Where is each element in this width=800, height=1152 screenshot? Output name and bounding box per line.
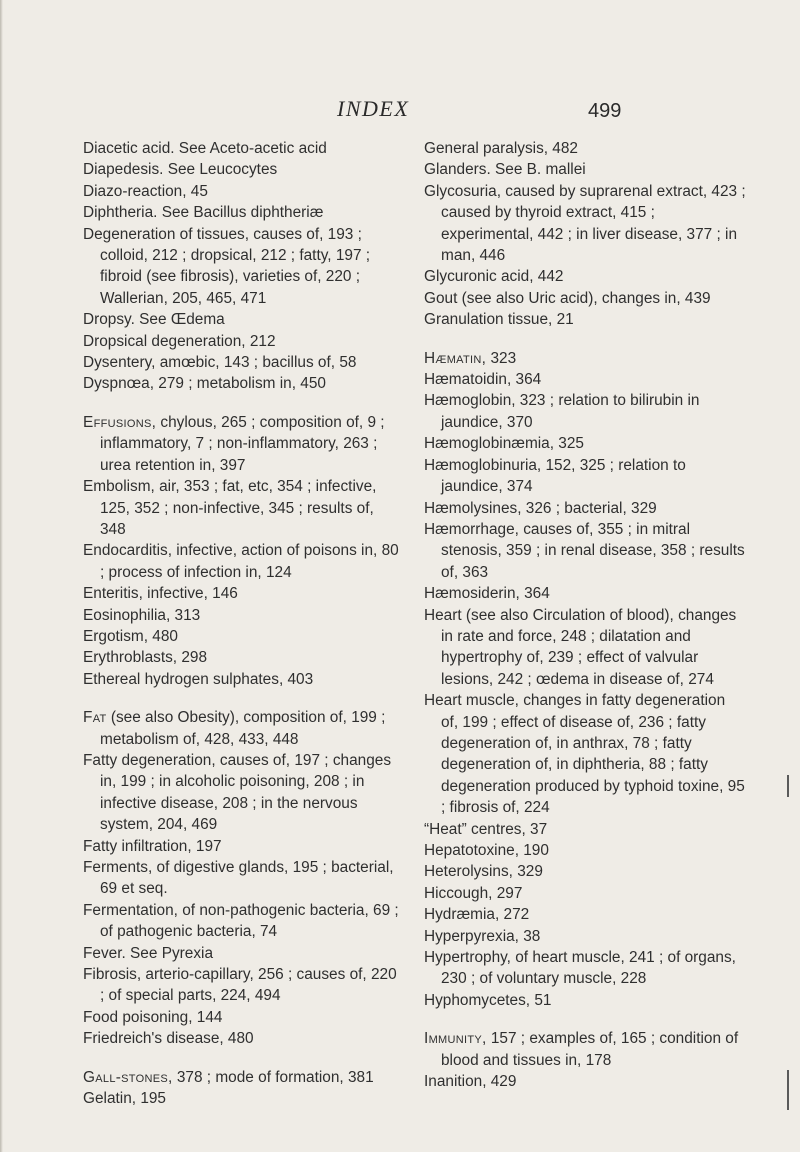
index-entry bbox=[83, 1088, 403, 1109]
entry-text: Hiccough, 297 bbox=[424, 884, 523, 902]
entry-text: Fever. See Pyrexia bbox=[83, 944, 214, 962]
index-column-right bbox=[424, 138, 746, 1092]
index-entry bbox=[424, 309, 746, 330]
entry-text: Dropsical degeneration, 212 bbox=[83, 332, 276, 350]
entry-text: General paralysis, 482 bbox=[424, 140, 578, 157]
index-entry bbox=[83, 352, 403, 373]
index-entry bbox=[83, 647, 403, 668]
index-entry bbox=[424, 926, 746, 947]
index-column-left bbox=[83, 138, 403, 1109]
entry-text: Hyphomycetes, 51 bbox=[424, 991, 552, 1009]
entry-text: Diphtheria. See Bacillus diphtheriæ bbox=[83, 204, 324, 222]
entry-text: Diazo-reaction, 45 bbox=[83, 182, 208, 200]
index-entry bbox=[424, 605, 746, 691]
index-entry bbox=[83, 540, 403, 583]
index-entry bbox=[424, 433, 746, 454]
entry-text: Degeneration of tissues, causes of, 193 ; colloid, 212 ; dropsical, 212 ; fatty, 197 ; fibroid (see fibrosis), varieties of, 220 ; Wallerian, 205, 465, 471 bbox=[83, 225, 371, 307]
index-entry bbox=[424, 288, 746, 309]
index-entry bbox=[424, 1028, 746, 1071]
index-entry bbox=[83, 373, 403, 394]
index-entry bbox=[424, 498, 746, 519]
entry-text: Glanders. See B. mallei bbox=[424, 161, 586, 179]
index-entry bbox=[83, 836, 403, 857]
index-entry bbox=[83, 707, 403, 750]
entry-text: Dyspnœa, 279 ; metabolism in, 450 bbox=[83, 375, 326, 393]
index-entry bbox=[424, 819, 746, 840]
index-entry bbox=[424, 159, 746, 180]
entry-text: Granulation tissue, 21 bbox=[424, 311, 574, 329]
margin-mark bbox=[787, 1070, 789, 1110]
letter-section-gap bbox=[83, 1050, 403, 1067]
entry-text: Hæmoglobinæmia, 325 bbox=[424, 435, 584, 453]
entry-text: (see also Obesity), composition of, 199 ; metabolism of, 428, 433, 448 bbox=[100, 709, 386, 748]
entry-text: Hepatotoxine, 190 bbox=[424, 842, 549, 859]
entry-text: Gout (see also Uric acid), changes in, 439 bbox=[424, 289, 711, 307]
entry-text: Glycosuria, caused by suprarenal extract, 423 ; caused by thyroid extract, 415 ; experimental, 442 ; in liver disease, 377 ; in man, 446 bbox=[424, 182, 746, 265]
entry-text: Endocarditis, infective, action of poisons in, 80 ; process of infection in, 124 bbox=[83, 542, 399, 581]
entry-text: Heterolysins, 329 bbox=[424, 863, 543, 881]
entry-text: Hyperpyrexia, 38 bbox=[424, 927, 541, 945]
index-entry bbox=[424, 369, 746, 390]
entry-text: Food poisoning, 144 bbox=[83, 1008, 223, 1026]
index-entry bbox=[83, 857, 403, 900]
letter-section-gap bbox=[83, 395, 403, 412]
index-entry bbox=[83, 943, 403, 964]
index-entry bbox=[424, 390, 746, 433]
entry-text: Diapedesis. See Leucocytes bbox=[83, 161, 278, 179]
index-entry bbox=[83, 583, 403, 604]
index-entry bbox=[424, 181, 746, 267]
index-entry bbox=[83, 964, 403, 1007]
index-entry bbox=[83, 202, 403, 223]
index-entry bbox=[83, 181, 403, 202]
index-entry bbox=[424, 348, 746, 369]
entry-text: Ethereal hydrogen sulphates, 403 bbox=[83, 670, 314, 688]
entry-text: Hæmatoidin, 364 bbox=[424, 371, 542, 389]
entry-text: Glycuronic acid, 442 bbox=[424, 268, 564, 286]
entry-text: Hydræmia, 272 bbox=[424, 906, 530, 924]
index-entry bbox=[83, 476, 403, 540]
entry-text: Hæmoglobinuria, 152, 325 ; relation to jaundice, 374 bbox=[424, 456, 686, 496]
index-entry bbox=[83, 224, 403, 310]
entry-text: Eosinophilia, 313 bbox=[83, 606, 201, 624]
index-entry bbox=[83, 626, 403, 647]
index-entry bbox=[424, 266, 746, 287]
letter-section-gap bbox=[424, 1011, 746, 1028]
index-entry bbox=[83, 1007, 403, 1028]
index-entry bbox=[83, 412, 403, 476]
index-entry bbox=[424, 455, 746, 498]
entry-text: Heart muscle, changes in fatty degeneration of, 199 ; effect of disease of, 236 ; fatty degeneration of, in anthrax, 78 ; fatty degeneration of, in diphtheria, 88 ; fatty degeneration produced by typhoid toxine, 95 ; fibrosis of, 224 bbox=[424, 692, 745, 817]
entry-text: Dysentery, amœbic, 143 ; bacillus of, 58 bbox=[83, 354, 357, 372]
index-entry bbox=[424, 690, 746, 818]
running-title: INDEX bbox=[337, 96, 410, 121]
letter-section-gap bbox=[424, 331, 746, 348]
index-entry bbox=[83, 669, 403, 690]
index-entry bbox=[424, 947, 746, 990]
index-entry bbox=[424, 883, 746, 904]
entry-lead-word: Gall-stones, bbox=[83, 1068, 173, 1086]
entry-text: Hypertrophy, of heart muscle, 241 ; of organs, 230 ; of voluntary muscle, 228 bbox=[424, 949, 736, 988]
entry-text: 157 ; examples of, 165 ; condition of blood and tissues in, 178 bbox=[441, 1030, 739, 1069]
entry-text: Erythroblasts, 298 bbox=[83, 649, 208, 667]
index-entry bbox=[424, 840, 746, 861]
entry-text: Hæmoglobin, 323 ; relation to bilirubin in jaundice, 370 bbox=[424, 392, 700, 431]
index-entry bbox=[424, 904, 746, 925]
entry-text: 323 bbox=[486, 349, 517, 367]
index-entry bbox=[83, 159, 403, 180]
letter-section-gap bbox=[83, 690, 403, 707]
index-entry bbox=[424, 861, 746, 882]
index-entry bbox=[424, 138, 746, 159]
entry-text: Embolism, air, 353 ; fat, etc, 354 ; infective, 125, 352 ; non-infective, 345 ; results of, 348 bbox=[83, 478, 377, 538]
entry-text: Dropsy. See Œdema bbox=[83, 311, 225, 329]
index-entry bbox=[83, 331, 403, 352]
entry-text: Fermentation, of non-pathogenic bacteria, 69 ; of pathogenic bacteria, 74 bbox=[83, 901, 399, 941]
entry-text: chylous, 265 ; composition of, 9 ; inflammatory, 7 ; non-inflammatory, 263 ; urea retention in, 397 bbox=[100, 413, 385, 474]
entry-text: Diacetic acid. See Aceto-acetic acid bbox=[83, 140, 327, 157]
entry-text: 378 ; mode of formation, 381 bbox=[172, 1068, 374, 1086]
entry-text: Ferments, of digestive glands, 195 ; bacterial, 69 et seq. bbox=[83, 859, 394, 898]
entry-lead-word: Effusions, bbox=[83, 413, 157, 431]
margin-mark bbox=[787, 775, 789, 797]
entry-text: Fatty degeneration, causes of, 197 ; changes in, 199 ; in alcoholic poisoning, 208 ; in infective disease, 208 ; in the nervous system, 204, 469 bbox=[83, 751, 392, 834]
index-entry bbox=[83, 900, 403, 943]
entry-text: Hæmosiderin, 364 bbox=[424, 585, 550, 603]
entry-lead-word: Fat bbox=[83, 709, 107, 727]
entry-text: Friedreich's disease, 480 bbox=[83, 1030, 254, 1048]
entry-text: Gelatin, 195 bbox=[83, 1090, 166, 1108]
entry-text: “Heat” centres, 37 bbox=[424, 820, 548, 838]
entry-text: Ergotism, 480 bbox=[83, 627, 178, 645]
index-entry bbox=[424, 583, 746, 604]
entry-text: Fibrosis, arterio-capillary, 256 ; causes of, 220 ; of special parts, 224, 494 bbox=[83, 966, 397, 1005]
entry-text: Heart (see also Circulation of blood), changes in rate and force, 248 ; dilatation and hypertrophy of, 239 ; effect of valvular lesions, 242 ; œdema in disease of, 274 bbox=[424, 606, 737, 688]
entry-lead-word: Hæmatin, bbox=[424, 349, 487, 367]
entry-text: Hæmorrhage, causes of, 355 ; in mitral stenosis, 359 ; in renal disease, 358 ; results of, 363 bbox=[424, 520, 745, 581]
index-entry bbox=[83, 138, 403, 159]
page-header bbox=[0, 96, 800, 126]
index-entry bbox=[83, 309, 403, 330]
entry-text: Enteritis, infective, 146 bbox=[83, 585, 238, 603]
index-entry bbox=[83, 1028, 403, 1049]
entry-text: Inanition, 429 bbox=[424, 1073, 517, 1091]
page-number: 499 bbox=[588, 100, 622, 122]
entry-lead-word: Immunity, bbox=[424, 1030, 487, 1048]
page-spine-shadow bbox=[0, 0, 3, 1152]
index-entry bbox=[424, 519, 746, 583]
index-entry bbox=[83, 605, 403, 626]
index-entry bbox=[83, 1067, 403, 1088]
index-entry bbox=[83, 750, 403, 836]
index-entry bbox=[424, 990, 746, 1011]
entry-text: Hæmolysines, 326 ; bacterial, 329 bbox=[424, 499, 657, 517]
entry-text: Fatty infiltration, 197 bbox=[83, 837, 222, 855]
index-entry bbox=[424, 1071, 746, 1092]
